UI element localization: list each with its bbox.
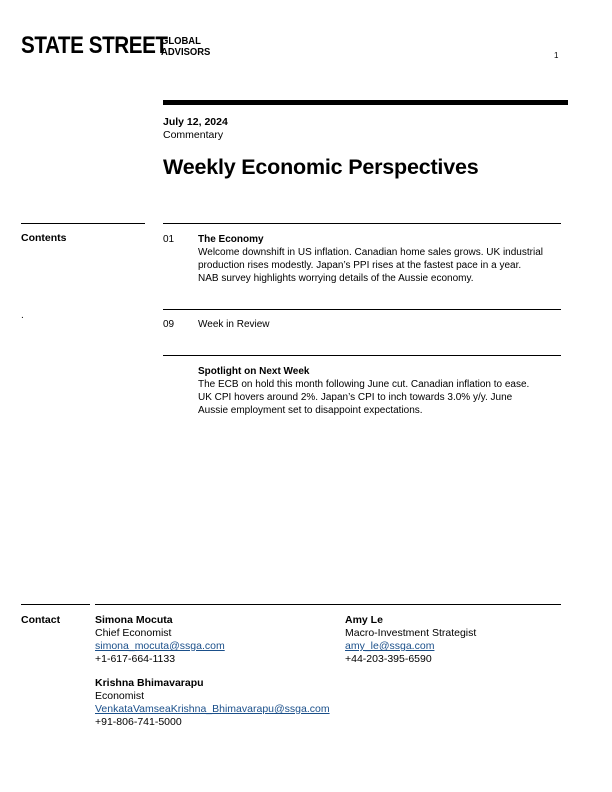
spotlight-line-1: The ECB on hold this month following June cut. Canadian inflation to ease. xyxy=(198,379,530,390)
contents-entry-1[interactable] xyxy=(198,233,562,285)
contact-label-rule xyxy=(21,604,90,605)
contact-3-role: Economist xyxy=(95,690,145,702)
contact-3-phone: +91-806-741-5000 xyxy=(95,716,182,728)
spotlight-heading: Spotlight on Next Week xyxy=(198,366,310,377)
contact-1-name: Simona Mocuta xyxy=(95,614,173,626)
contents-dot: . xyxy=(21,310,24,321)
contents-entry-1-heading[interactable]: The Economy xyxy=(198,234,264,245)
spotlight-section xyxy=(198,365,562,417)
contact-label: Contact xyxy=(21,614,61,626)
contact-card-3 xyxy=(95,677,330,729)
brand-logo: STATE STREET xyxy=(21,32,168,59)
contact-2-role: Macro-Investment Strategist xyxy=(345,627,477,639)
doc-type: Commentary xyxy=(163,129,224,141)
contents-entry-1-line-2: production rises modestly. Japan’s PPI rises at the fastest pace in a year. xyxy=(198,260,522,271)
doc-date: July 12, 2024 xyxy=(163,116,228,128)
page-number: 1 xyxy=(554,51,559,60)
title-rule xyxy=(163,100,568,105)
contents-rule-1 xyxy=(163,223,561,224)
contact-3-email-link[interactable]: VenkataVamseaKrishna_Bhimavarapu@ssga.com xyxy=(95,703,330,715)
logo-sub-line-2: ADVISORS xyxy=(161,46,211,58)
contact-2-name: Amy Le xyxy=(345,614,383,626)
contact-2-phone: +44-203-395-6590 xyxy=(345,653,432,665)
contents-label-rule xyxy=(21,223,145,224)
contents-entry-1-line-1: Welcome downshift in US inflation. Canadian home sales grows. UK industrial xyxy=(198,247,543,258)
contact-2-email-link[interactable]: amy_le@ssga.com xyxy=(345,640,435,652)
contact-rule xyxy=(95,604,561,605)
contact-card-2 xyxy=(345,614,476,666)
logo-sub-line-1: GLOBAL xyxy=(161,35,201,47)
brand-logo-subtitle xyxy=(161,36,210,58)
contents-entry-1-line-3: NAB survey highlights worrying details of the Aussie economy. xyxy=(198,273,474,284)
page-title: Weekly Economic Perspectives xyxy=(163,155,479,179)
contact-1-role: Chief Economist xyxy=(95,627,172,639)
contact-3-name: Krishna Bhimavarapu xyxy=(95,677,204,689)
contact-card-1 xyxy=(95,614,225,666)
contents-label: Contents xyxy=(21,232,67,244)
spotlight-line-3: Aussie employment set to disappoint expectations. xyxy=(198,405,423,416)
contents-entry-2-page: 09 xyxy=(163,319,175,330)
contact-1-email-link[interactable]: simona_mocuta@ssga.com xyxy=(95,640,225,652)
contact-1-phone: +1-617-664-1133 xyxy=(95,653,176,665)
contents-entry-2-heading[interactable]: Week in Review xyxy=(198,319,270,330)
contents-entry-1-page: 01 xyxy=(163,234,175,245)
spotlight-line-2: UK CPI hovers around 2%. Japan’s CPI to inch towards 3.0% y/y. June xyxy=(198,392,513,403)
contents-rule-2 xyxy=(163,309,561,310)
contents-rule-3 xyxy=(163,355,561,356)
